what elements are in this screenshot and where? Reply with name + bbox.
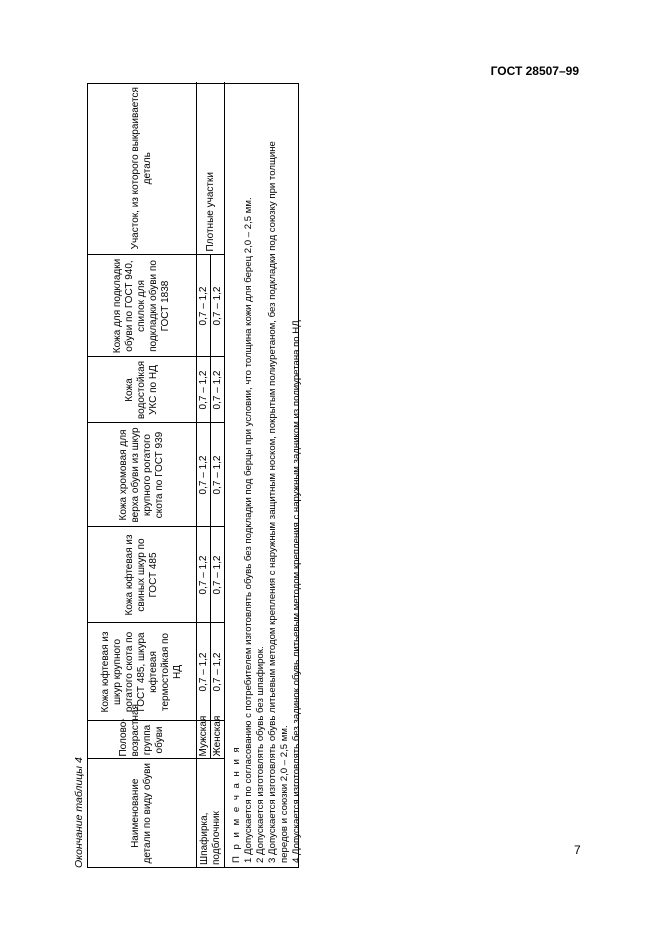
value-cell: 0,7 – 1,2 — [211, 357, 225, 423]
note-item: 1 Допускается по согласованию с потребителем изготовлять обувь без подкладки под берцы при условии, что толщина кожи для берец 2,0 – 2,5 мм. — [243, 197, 254, 863]
table-frame — [87, 83, 302, 868]
note-item: передов и союзки 2,0 – 2,5 мм. — [279, 725, 290, 863]
thickness-table — [88, 82, 225, 867]
table-caption: Окончание таблицы 4 — [73, 757, 85, 868]
col-header-yuft-cattle: Кожа юфтевая из шкур крупного рогатого скота по ГОСТ 485, шкура юфтевая термостойкая по НД — [88, 623, 197, 721]
note-item: 4 Допускается изготовлять без задинок обувь литьевым методом крепления с наружным задником из полиуретана по НД. — [291, 317, 302, 863]
col-header-lining-leather: Кожа для подкладки обуви по ГОСТ 940, спилок для подкладки обуви по ГОСТ 1838 — [88, 255, 197, 357]
table-notes — [225, 84, 303, 867]
rotated-table-block — [73, 83, 301, 868]
value-cell: 0,7 – 1,2 — [197, 255, 211, 357]
col-header-yuft-pig: Кожа юфтевая из свиных шкур по ГОСТ 485 — [88, 527, 197, 623]
notes-title: П р и м е ч а н и я — [231, 745, 242, 863]
value-cell: 0,7 – 1,2 — [197, 357, 211, 423]
row-group-male: Мужская — [197, 721, 211, 759]
col-header-age-group: Полово-возрастная группа обуви — [88, 721, 197, 759]
value-cell: 0,7 – 1,2 — [197, 423, 211, 527]
table-row — [197, 82, 211, 867]
col-header-chrome-leather: Кожа хромовая для верха обуви из шкур крупного рогатого скота по ГОСТ 939 — [88, 423, 197, 527]
col-header-waterproof-leather: Кожа водостойкая УКС по НД — [88, 357, 197, 423]
value-cell: 0,7 – 1,2 — [197, 527, 211, 623]
value-cell: 0,7 – 1,2 — [197, 623, 211, 721]
row-part-name: Шпафирка, подблочник — [197, 759, 225, 867]
row-cut-area: Плотные участки — [197, 82, 225, 255]
value-cell: 0,7 – 1,2 — [211, 255, 225, 357]
value-cell: 0,7 – 1,2 — [211, 623, 225, 721]
note-item: 3 Допускается изготовлять обувь литьевым методом крепления с наружным защитным носком, покрытым полиуретаном, без подкладки под союзку при толщине — [267, 141, 278, 863]
value-cell: 0,7 – 1,2 — [211, 527, 225, 623]
value-cell: 0,7 – 1,2 — [211, 423, 225, 527]
table-header-row — [88, 82, 197, 867]
standard-header: ГОСТ 28507–99 — [490, 64, 579, 78]
note-item: 2 Допускается изготовлять обувь без шпафирок. — [255, 646, 266, 863]
row-group-female: Женская — [211, 721, 225, 759]
col-header-part-name: Наименование детали по виду обуви — [88, 759, 197, 867]
page-number: 7 — [574, 843, 581, 857]
col-header-cut-area: Участок, из которого выкраивается деталь — [88, 82, 197, 255]
